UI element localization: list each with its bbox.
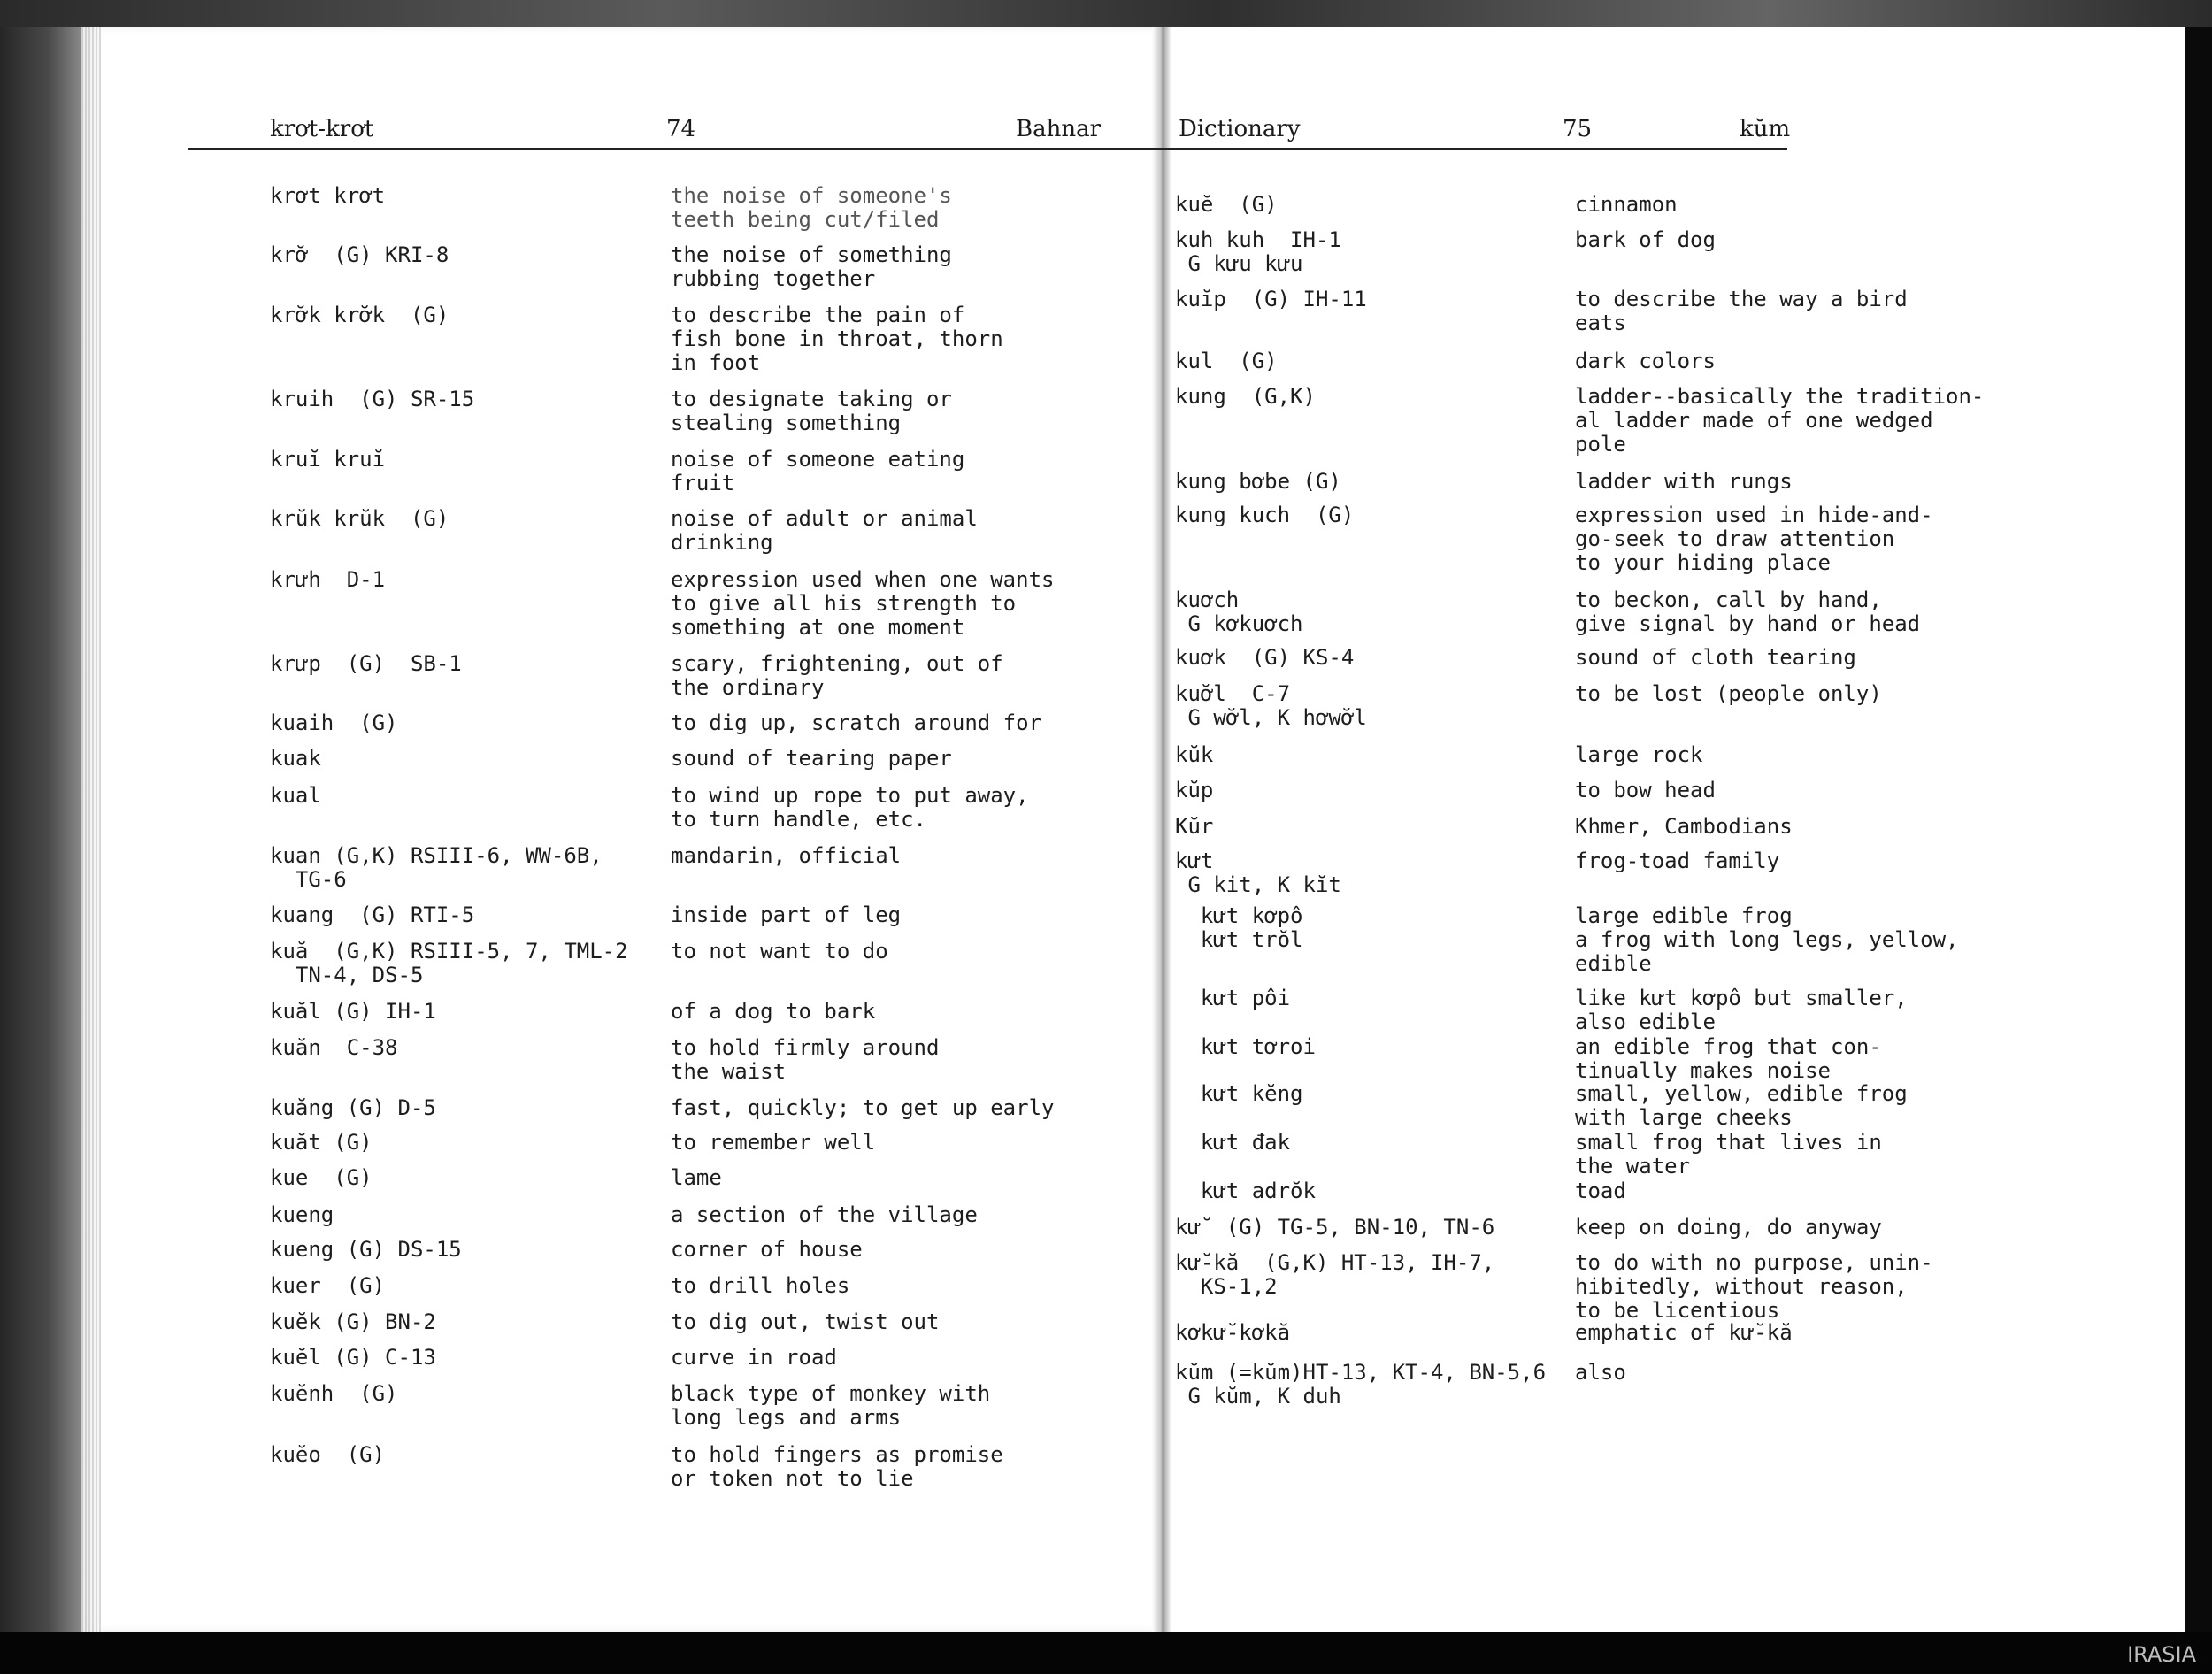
entry-headword: kung (G,K) [1175,384,1316,409]
left-page-number: 74 [666,116,696,142]
entry-headword: kueng (G) DS-15 [270,1237,462,1262]
entry-headword: krưp (G) SB-1 [270,651,462,676]
entry-headword: kuĭp (G) IH-11 [1175,287,1367,311]
entry-definition: lame [671,1165,722,1190]
entry-definition: the noise of someone's teeth being cut/filed [671,183,952,232]
watermark: IRASIA [2127,1642,2196,1667]
entry-definition: keep on doing, do anyway [1575,1215,1882,1240]
entry-headword: kuĕl (G) C-13 [270,1345,436,1370]
entry-headword: kưt G kit, K kĭt [1175,849,1341,897]
entry-definition: Khmer, Cambodians [1575,814,1793,839]
entry-headword: kung bơbe (G) [1175,469,1341,494]
entry-headword: kuăl (G) IH-1 [270,999,436,1024]
entry-definition: ladder--basically the tradition- al ladder made of one wedged pole [1575,384,1985,457]
entry-headword: kŭk [1175,742,1214,767]
entry-headword: kul (G) [1175,349,1278,373]
entry-definition: corner of house [671,1237,863,1262]
entry-definition: to dig up, scratch around for [671,710,1042,735]
entry-definition: noise of adult or animal drinking [671,506,978,555]
entry-headword: kuơk (G) KS-4 [1175,645,1355,670]
entry-definition: a section of the village [671,1202,978,1227]
entry-headword: kưt đak [1175,1130,1291,1155]
entry-headword: kual [270,783,321,808]
entry-headword: kuaih (G) [270,710,398,735]
entry-definition: to hold fingers as promise or token not to lie [671,1442,1003,1491]
entry-headword: kruĭ kruĭ [270,447,386,472]
book-gutter [1152,27,1171,1632]
entry-definition: toad [1575,1179,1626,1203]
entry-definition: large rock [1575,742,1703,767]
entry-definition: fast, quickly; to get up early [671,1095,1055,1120]
entry-definition: black type of monkey with long legs and arms [671,1381,991,1430]
right-header-guide-word: kŭm [1740,116,1791,142]
entry-headword: kưt kơpô [1175,903,1303,928]
scanner-bed-right [2185,27,2212,1632]
entry-headword: kuơch G kơkuơch [1175,587,1303,636]
entry-headword: kơkư̆-kơkă [1175,1320,1291,1345]
entry-definition: of a dog to bark [671,999,876,1024]
entry-headword: kuă (G,K) RSIII-5, 7, TML-2 TN-4, DS-5 [270,939,628,987]
entry-definition: curve in road [671,1345,837,1370]
entry-definition: to bow head [1575,778,1716,802]
entry-definition: cinnamon [1575,192,1678,217]
entry-definition: dark colors [1575,349,1716,373]
entry-definition: to dig out, twist out [671,1309,940,1334]
entry-definition: mandarin, official [671,843,902,868]
entry-definition: an edible frog that con- tinually makes noise [1575,1034,1882,1083]
entry-definition: to beckon, call by hand, give signal by hand or head [1575,587,1921,636]
left-header-guide-word: krơt-krơt [270,116,374,142]
entry-headword: kuang (G) RTI-5 [270,902,475,927]
entry-definition: small, yellow, edible frog with large cheeks [1575,1081,1908,1130]
entry-headword: kuer (G) [270,1273,386,1298]
entry-definition: noise of someone eating fruit [671,447,965,495]
entry-headword: kueng [270,1202,334,1227]
entry-definition: the noise of something rubbing together [671,242,952,291]
entry-headword: kŭp [1175,778,1214,802]
entry-headword: kuak [270,746,321,771]
entry-definition: ladder with rungs [1575,469,1793,494]
entry-headword: krơ̆ (G) KRI-8 [270,242,449,267]
page-edges [81,27,101,1632]
entry-definition: inside part of leg [671,902,902,927]
entry-headword: kung kuch (G) [1175,503,1355,527]
entry-definition: to designate taking or stealing something [671,387,952,435]
entry-headword: kruih (G) SR-15 [270,387,475,411]
entry-headword: kuĕo (G) [270,1442,386,1467]
entry-headword: kuăn C-38 [270,1035,398,1060]
entry-headword: kuh kuh IH-1 G kưu kưu [1175,227,1341,276]
entry-definition: to be lost (people only) [1575,681,1882,706]
entry-headword: kư̆-kă (G,K) HT-13, IH-7, KS-1,2 [1175,1250,1495,1299]
right-page-header [891,112,1791,150]
right-page-number: 75 [1563,116,1593,142]
entry-definition: a frog with long legs, yellow, edible [1575,927,1959,976]
entry-definition: to wind up rope to put away, to turn handle, etc. [671,783,1029,832]
entry-headword: krŭk krŭk (G) [270,506,449,531]
entry-definition: to drill holes [671,1273,850,1298]
entry-definition: expression used in hide-and- go-seek to draw attention to your hiding place [1575,503,1933,575]
entry-definition: scary, frightening, out of the ordinary [671,651,1003,700]
entry-headword: kŭm (=kŭm)HT-13, KT-4, BN-5,6 G kŭm, K duh [1175,1360,1547,1409]
entry-headword: kuăt (G) [270,1130,373,1155]
entry-headword: Kŭr [1175,814,1214,839]
entry-headword: kưt kĕng [1175,1081,1303,1106]
scanner-bed-bottom [0,1632,2212,1674]
entry-headword: krưh D-1 [270,567,386,592]
entry-headword: kưt adrŏk [1175,1179,1316,1203]
entry-definition: to describe the pain of fish bone in throat, thorn in foot [671,303,1003,375]
entry-headword: kư̆ (G) TG-5, BN-10, TN-6 [1175,1215,1495,1240]
entry-definition: also [1575,1360,1626,1385]
entry-headword: kuĕ (G) [1175,192,1278,217]
entry-definition: sound of tearing paper [671,746,952,771]
right-header-title: Dictionary [1179,116,1301,142]
entry-definition: bark of dog [1575,227,1716,252]
entry-definition: emphatic of kư̆-kă [1575,1320,1793,1345]
entry-headword: kưt trŏl [1175,927,1303,952]
entry-headword: kuĕk (G) BN-2 [270,1309,436,1334]
left-header-title: Bahnar [1016,116,1102,142]
scanner-bed-left [0,27,81,1632]
entry-definition: to do with no purpose, unin- hibitedly, without reason, to be licentious [1575,1250,1933,1323]
entry-definition: frog-toad family [1575,849,1780,873]
entry-headword: kuĕnh (G) [270,1381,398,1406]
entry-definition: expression used when one wants to give all his strength to something at one moment [671,567,1055,640]
entry-headword: krơt krơt [270,183,386,208]
entry-definition: small frog that lives in the water [1575,1130,1882,1179]
entry-definition: to remember well [671,1130,876,1155]
entry-definition: large edible frog [1575,903,1793,928]
entry-definition: to describe the way a bird eats [1575,287,1908,335]
entry-headword: kuơ̆l C-7 G wơ̆l, K hơwơ̆l [1175,681,1367,730]
entry-headword: kưt tơroi [1175,1034,1316,1059]
entry-definition: like kưt kơpô but smaller, also edible [1575,986,1908,1034]
entry-definition: to hold firmly around the waist [671,1035,940,1084]
entry-headword: kuan (G,K) RSIII-6, WW-6B, TG-6 [270,843,603,892]
entry-definition: sound of cloth tearing [1575,645,1856,670]
entry-definition: to not want to do [671,939,888,964]
entry-headword: kue (G) [270,1165,373,1190]
entry-headword: kuăng (G) D-5 [270,1095,436,1120]
entry-headword: kưt pôi [1175,986,1291,1010]
entry-headword: krơ̆k krơ̆k (G) [270,303,449,327]
